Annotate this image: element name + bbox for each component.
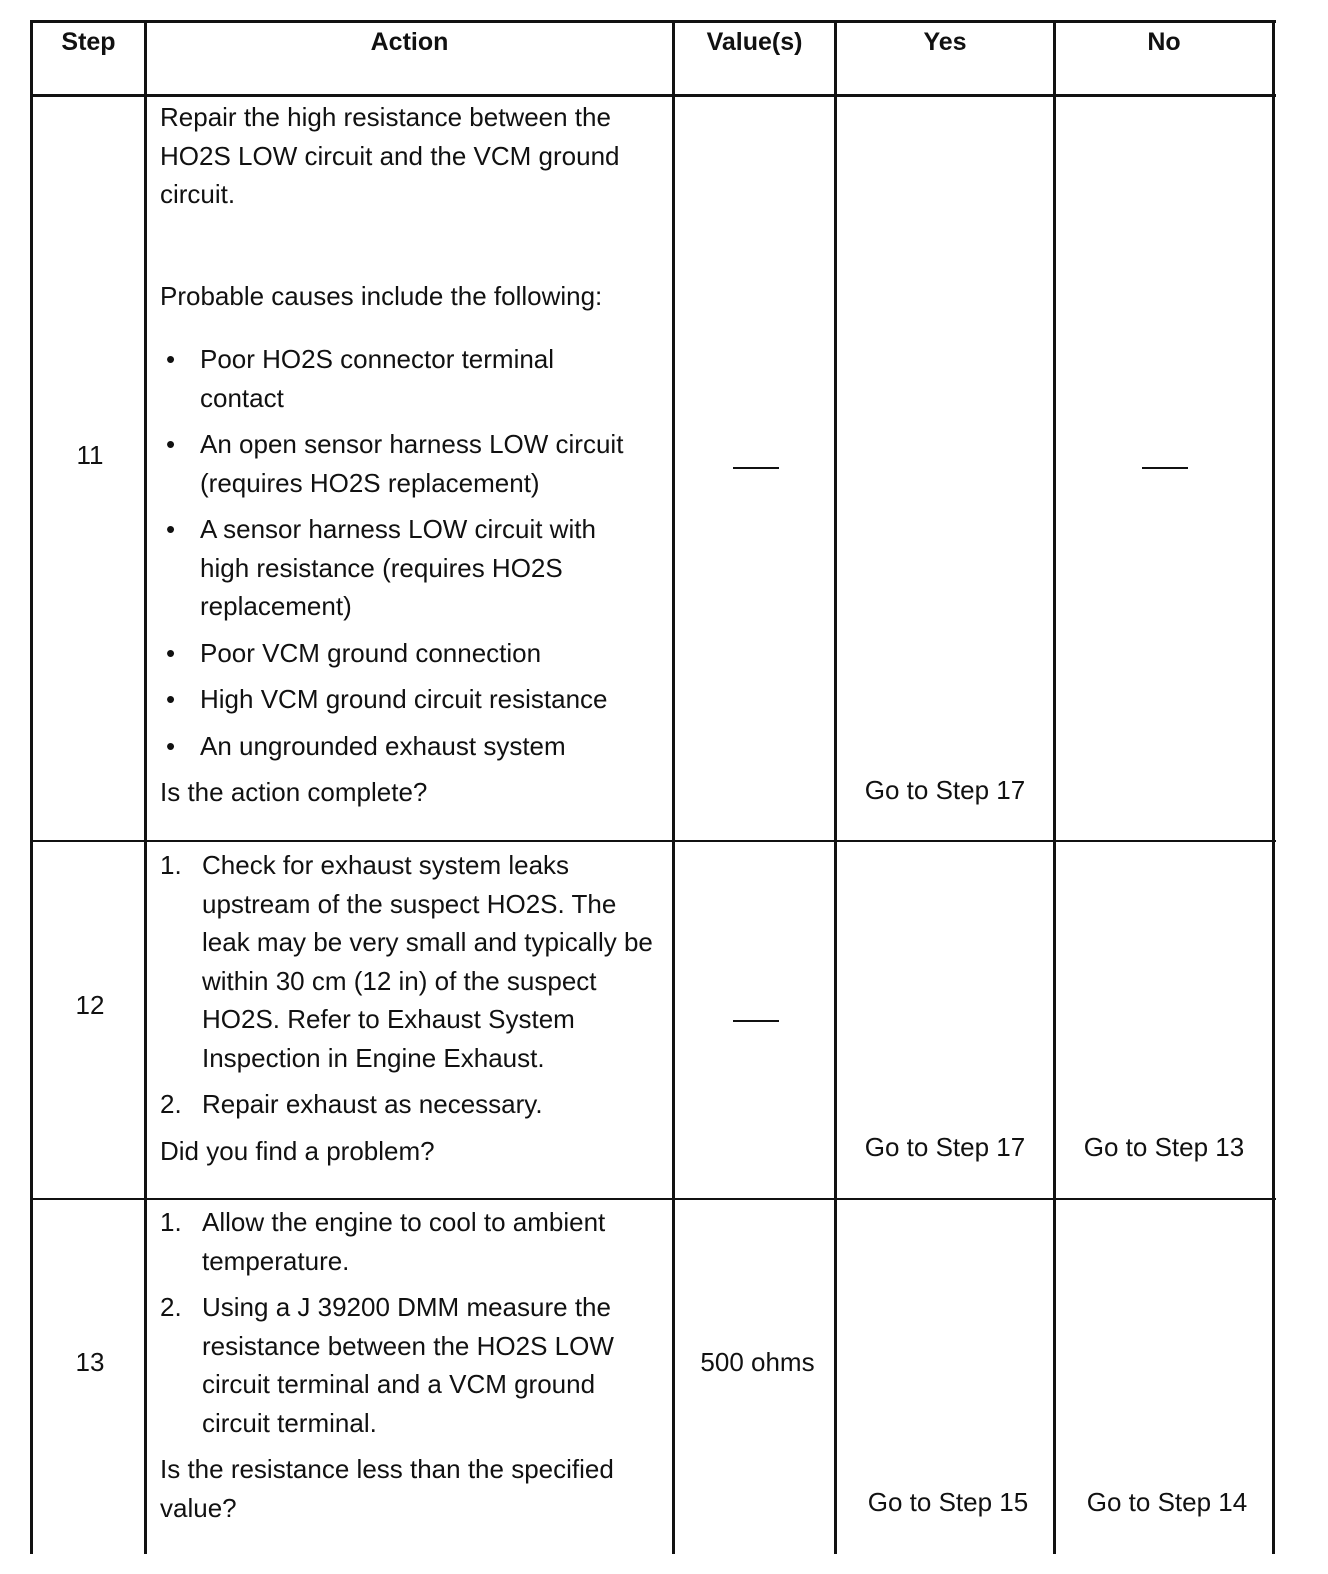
value-dash — [733, 1020, 779, 1022]
action-intro: Repair the high resistance between the HO2S LOW circuit and the VCM ground circuit. — [160, 102, 620, 209]
header-no: No — [1147, 28, 1181, 56]
yes-cell: Go to Step 17 — [864, 1132, 1026, 1162]
no-cell: Go to Step 14 — [1086, 1487, 1248, 1517]
value-dash — [733, 467, 779, 469]
step-number: 11 — [76, 440, 104, 470]
question: Is the action complete? — [160, 777, 428, 807]
header-values: Value(s) — [706, 28, 803, 56]
numbered-step: 2. Using a J 39200 DMM measure the resistance between the HO2S LOW circuit terminal and a VCM ground circuit terminal. — [160, 1292, 614, 1438]
list-item: • An ungrounded exhaust system — [166, 730, 566, 761]
question: Is the resistance less than the specified value? — [160, 1454, 614, 1523]
value-cell: 500 ohms — [700, 1347, 815, 1377]
numbered-step: 1. Check for exhaust system leaks upstream of the suspect HO2S. The leak may be very small and typically be within 30 cm (12 in) of the suspect HO2S. Refer to Exhaust System Inspection in Engine Exhaust. — [160, 850, 653, 1073]
no-cell: Go to Step 13 — [1083, 1132, 1245, 1162]
col-border-step-action — [144, 20, 147, 1554]
no-dash — [1142, 467, 1188, 469]
numbered-step: 2. Repair exhaust as necessary. — [160, 1089, 543, 1119]
yes-cell: Go to Step 15 — [867, 1487, 1029, 1517]
list-item: • Poor HO2S connector terminal contact — [166, 344, 555, 413]
question: Did you find a problem? — [160, 1135, 435, 1166]
list-item: • High VCM ground circuit resistance — [166, 684, 608, 714]
list-item: • Poor VCM ground connection — [166, 637, 542, 668]
list-item: • A sensor harness LOW circuit with high resistance (requires HO2S replacement) — [166, 514, 596, 621]
list-item: • An open sensor harness LOW circuit (requires HO2S replacement) — [166, 429, 624, 498]
yes-cell: Go to Step 17 — [864, 775, 1026, 805]
numbered-step: 1. Allow the engine to cool to ambient temperature. — [160, 1207, 606, 1276]
col-border-action-values — [672, 20, 675, 1554]
bullet-list — [160, 340, 670, 765]
action-cell — [160, 1203, 670, 1527]
header-step: Step — [61, 28, 116, 56]
col-border-left — [30, 20, 33, 1554]
step-number: 12 — [75, 990, 105, 1020]
table-top-border — [30, 20, 1276, 23]
header-bottom-border — [30, 94, 1276, 97]
col-border-right — [1272, 20, 1275, 1554]
step-number: 13 — [75, 1347, 105, 1377]
action-cell — [160, 98, 670, 812]
action-cell — [160, 846, 670, 1170]
row-12-bottom-border — [30, 1198, 1276, 1200]
causes-heading: Probable causes include the following: — [160, 280, 603, 311]
col-border-yes-no — [1053, 20, 1056, 1554]
row-11-bottom-border — [30, 840, 1276, 842]
header-action: Action — [370, 28, 449, 56]
header-yes: Yes — [923, 28, 967, 56]
